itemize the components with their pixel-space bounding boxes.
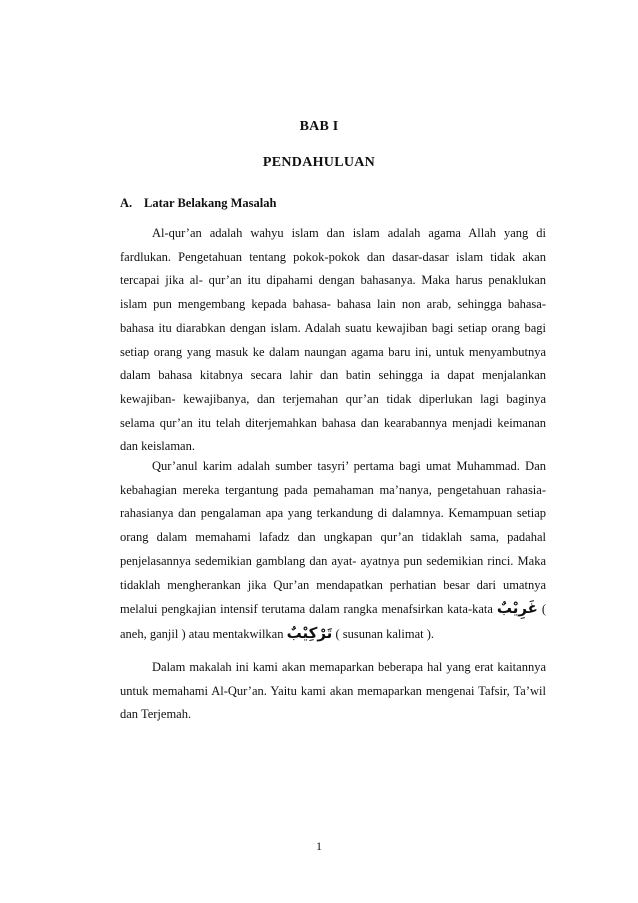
arabic-term-gharib: غَرِيْبٌ bbox=[496, 599, 538, 618]
section-number: A. bbox=[120, 196, 133, 210]
paragraph-2-text-before: Qur’anul karim adalah sumber tasyri’ pertama bagi umat Muhammad. Dan kebahagian mereka tergantung pada pemahaman ma’nanya, pengetahuan rahasia-rahasianya dan pengalaman apa yang terkandung di dalamnya. Kemampuan setiap orang dalam memahami lafadz dan ungkapan qur’an tidaklah sama, padahal penjelasannya sedemikian gamblang dan ayat- ayatnya pun sedemikian rinci. Maka tidaklah mengherankan jika Qur’an mendapatkan perhatian besar dari umatnya melalui pengkajian intensif terutama dalam rangka menafsirkan kata-kata bbox=[120, 459, 546, 617]
paragraph-3: Dalam makalah ini kami akan memaparkan beberapa hal yang erat kaitannya untuk memahami Al-Qur’an. Yaitu kami akan memaparkan mengenai Tafsir, Ta’wil dan Terjemah. bbox=[120, 660, 546, 722]
chapter-label: BAB I bbox=[299, 119, 339, 134]
paragraph-2-text-after: ( susunan kalimat ). bbox=[335, 626, 435, 641]
paragraph-2-text-middle: ( aneh, ganjil ) atau mentakwilkan bbox=[120, 602, 547, 641]
chapter-title: PENDAHULUAN bbox=[262, 155, 376, 170]
section-title: Latar Belakang Masalah bbox=[144, 196, 277, 210]
paragraph-1: Al-qur’an adalah wahyu islam dan islam adalah agama Allah yang di fardlukan. Pengetahuan tentang pokok-pokok dan dasar-dasar islam tidak akan tercapai jika al- qur’an itu dipahami dengan bahasanya. Maka harus penaklukan islam pun mengembang kepada bahasa- bahasa lain non arab, sehingga bahasa-bahasa itu diarabkan dengan islam. Adalah suatu kewajiban bagi setiap orang bagi setiap orang yang masuk ke dalam naungan agama baru ini, untuk menyambutnya dalam bahasa kitabnya secara lahir dan batin sehingga ia dapat menjalankan kewajiban- kewajibanya, dan terjemahan qur’an tidak diperlukan lagi baginya selama qur’an itu telah diterjemahkan bahasa dan kearabannya menjadi keimanan dan keislaman. bbox=[120, 226, 546, 454]
arabic-term-tarkib: تَرْكِيْبٌ bbox=[286, 623, 333, 642]
section-heading bbox=[120, 196, 276, 211]
paragraph-2 bbox=[120, 455, 546, 647]
page-number: 1 bbox=[316, 839, 322, 853]
